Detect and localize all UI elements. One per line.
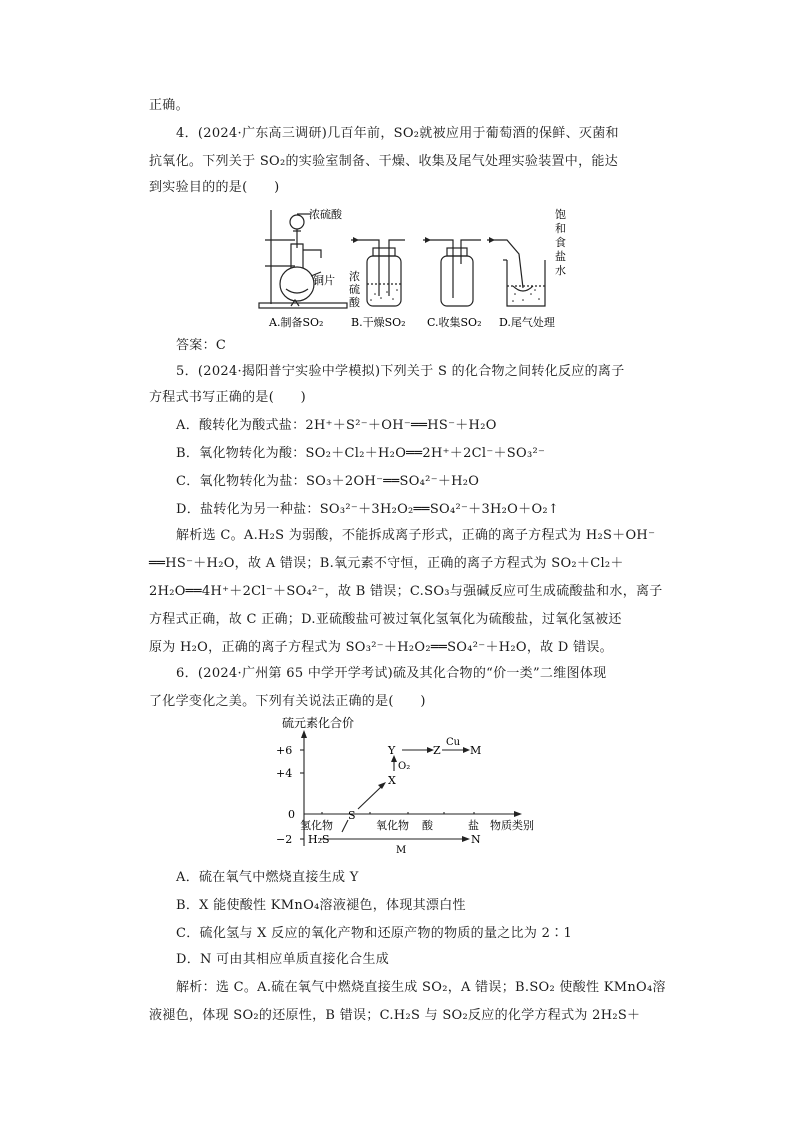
node-z: Z	[433, 744, 441, 757]
question-6-option-c: C．硫化氢与 X 反应的氧化产物和还原产物的物质的量之比为 2∶1	[176, 926, 573, 941]
question-5-option-a: A．酸转化为酸式盐：2H⁺＋S²⁻＋OH⁻══HS⁻＋H₂O	[176, 418, 497, 433]
label-brine: 饱和食盐水	[555, 208, 566, 277]
question-6-option-a: A．硫在氧气中燃烧直接生成 Y	[176, 870, 359, 885]
apparatus-figure	[255, 204, 575, 332]
question-6-option-d: D．N 可由其相应单质直接化合生成	[176, 952, 390, 967]
question-4-line3: 到实验目的的是( )	[149, 180, 280, 195]
node-x: X	[388, 774, 396, 787]
edge-label-cu: Cu	[446, 737, 461, 748]
explanation-5-line4: 方程式正确，故 C 正确；D.亚硫酸盐可被过氧化氢氧化为硫酸盐，过氧化氢被还	[149, 612, 622, 627]
question-4-line2: 抗氧化。下列关于 SO₂的实验室制备、干燥、收集及尾气处理实验装置中，能达	[149, 154, 619, 169]
label-dry-acid-1: 浓	[349, 270, 360, 283]
y-tick-zero: 0	[288, 808, 295, 821]
explanation-6-line1: 解析：选 C。A.硫在氧气中燃烧直接生成 SO₂，A 错误；B.SO₂ 使酸性 KMnO₄溶	[176, 980, 666, 995]
explanation-5-line1: 解析选 C。A.H₂S 为弱酸，不能拆成离子形式，正确的离子方程式为 H₂S＋OH⁻	[176, 528, 656, 543]
caption-c: C.收集SO₂	[427, 316, 482, 329]
chart-title: 硫元素化合价	[282, 716, 355, 730]
caption-b: B.干燥SO₂	[351, 316, 406, 329]
node-m: M	[470, 744, 482, 757]
y-tick-plus6: +6	[276, 744, 293, 757]
caption-a: A.制备SO₂	[269, 316, 324, 329]
node-y: Y	[388, 744, 396, 757]
y-tick-minus2: −2	[276, 833, 293, 846]
question-4-line1: 4．(2024·广东高三调研)几百年前，SO₂就被应用于葡萄酒的保鲜、灭菌和	[176, 126, 619, 141]
edge-label-m: M	[396, 845, 407, 856]
edge-label-o2: O₂	[398, 761, 411, 772]
x-cat-salt: 盐	[468, 819, 479, 832]
question-5-option-d: D．盐转化为另一种盐：SO₃²⁻＋3H₂O₂══SO₄²⁻＋3H₂O＋O₂↑	[176, 502, 560, 517]
explanation-5-line5: 原为 H₂O，正确的离子方程式为 SO₃²⁻＋H₂O₂══SO₄²⁻＋H₂O，故 D 错误。	[149, 640, 613, 655]
valence-class-diagram	[270, 716, 560, 856]
node-s: S	[348, 809, 356, 822]
node-n: N	[471, 833, 481, 846]
explanation-6-line2: 液褪色，体现 SO₂的还原性，B 错误；C.H₂S 与 SO₂反应的化学方程式为 2H₂S＋	[149, 1008, 641, 1023]
explanation-5-line3: 2H₂O══4H⁺＋2Cl⁻＋SO₄²⁻，故 B 错误；C.SO₃与强碱反应可生成硫酸盐和水，离子	[149, 584, 663, 599]
question-6-line1: 6．(2024·广州第 65 中学开学考试)硫及其化合物的“价一类”二维图体现	[176, 666, 607, 681]
label-copper: 铜片	[313, 274, 335, 287]
edge-s-x	[358, 786, 382, 809]
answer-4: 答案：C	[176, 338, 227, 353]
question-6-line2: 了化学变化之美。下列有关说法正确的是( )	[149, 694, 426, 709]
label-conc-acid: 浓硫酸	[309, 208, 342, 221]
question-6-option-b: B．X 能使酸性 KMnO₄溶液褪色，体现其漂白性	[176, 898, 466, 913]
caption-d: D.尾气处理	[499, 316, 555, 329]
y-tick-plus4: +4	[276, 767, 293, 780]
label-dry-acid: 浓硫酸	[349, 270, 360, 309]
x-cat-oxide: 氧化物	[376, 819, 409, 832]
question-5-option-c: C．氧化物转化为盐：SO₃＋2OH⁻══SO₄²⁻＋H₂O	[176, 474, 480, 489]
x-cat-acid: 酸	[422, 819, 433, 832]
question-5-line2: 方程式书写正确的是( )	[149, 390, 307, 405]
line-l1: 正确。	[149, 98, 189, 113]
question-5-option-b: B．氧化物转化为酸：SO₂＋Cl₂＋H₂O══2H⁺＋2Cl⁻＋SO₃²⁻	[176, 446, 546, 461]
x-axis-label: 物质类别	[490, 819, 534, 832]
node-h2s: H₂S	[308, 833, 330, 846]
explanation-5-line2: ══HS⁻＋H₂O，故 A 错误；B.氧元素不守恒，正确的离子方程式为 SO₂＋Cl₂＋	[149, 556, 624, 571]
question-5-line1: 5．(2024·揭阳普宁实验中学模拟)下列关于 S 的化合物之间转化反应的离子	[176, 364, 625, 379]
x-cat-hydride: 氢化物	[300, 819, 333, 832]
